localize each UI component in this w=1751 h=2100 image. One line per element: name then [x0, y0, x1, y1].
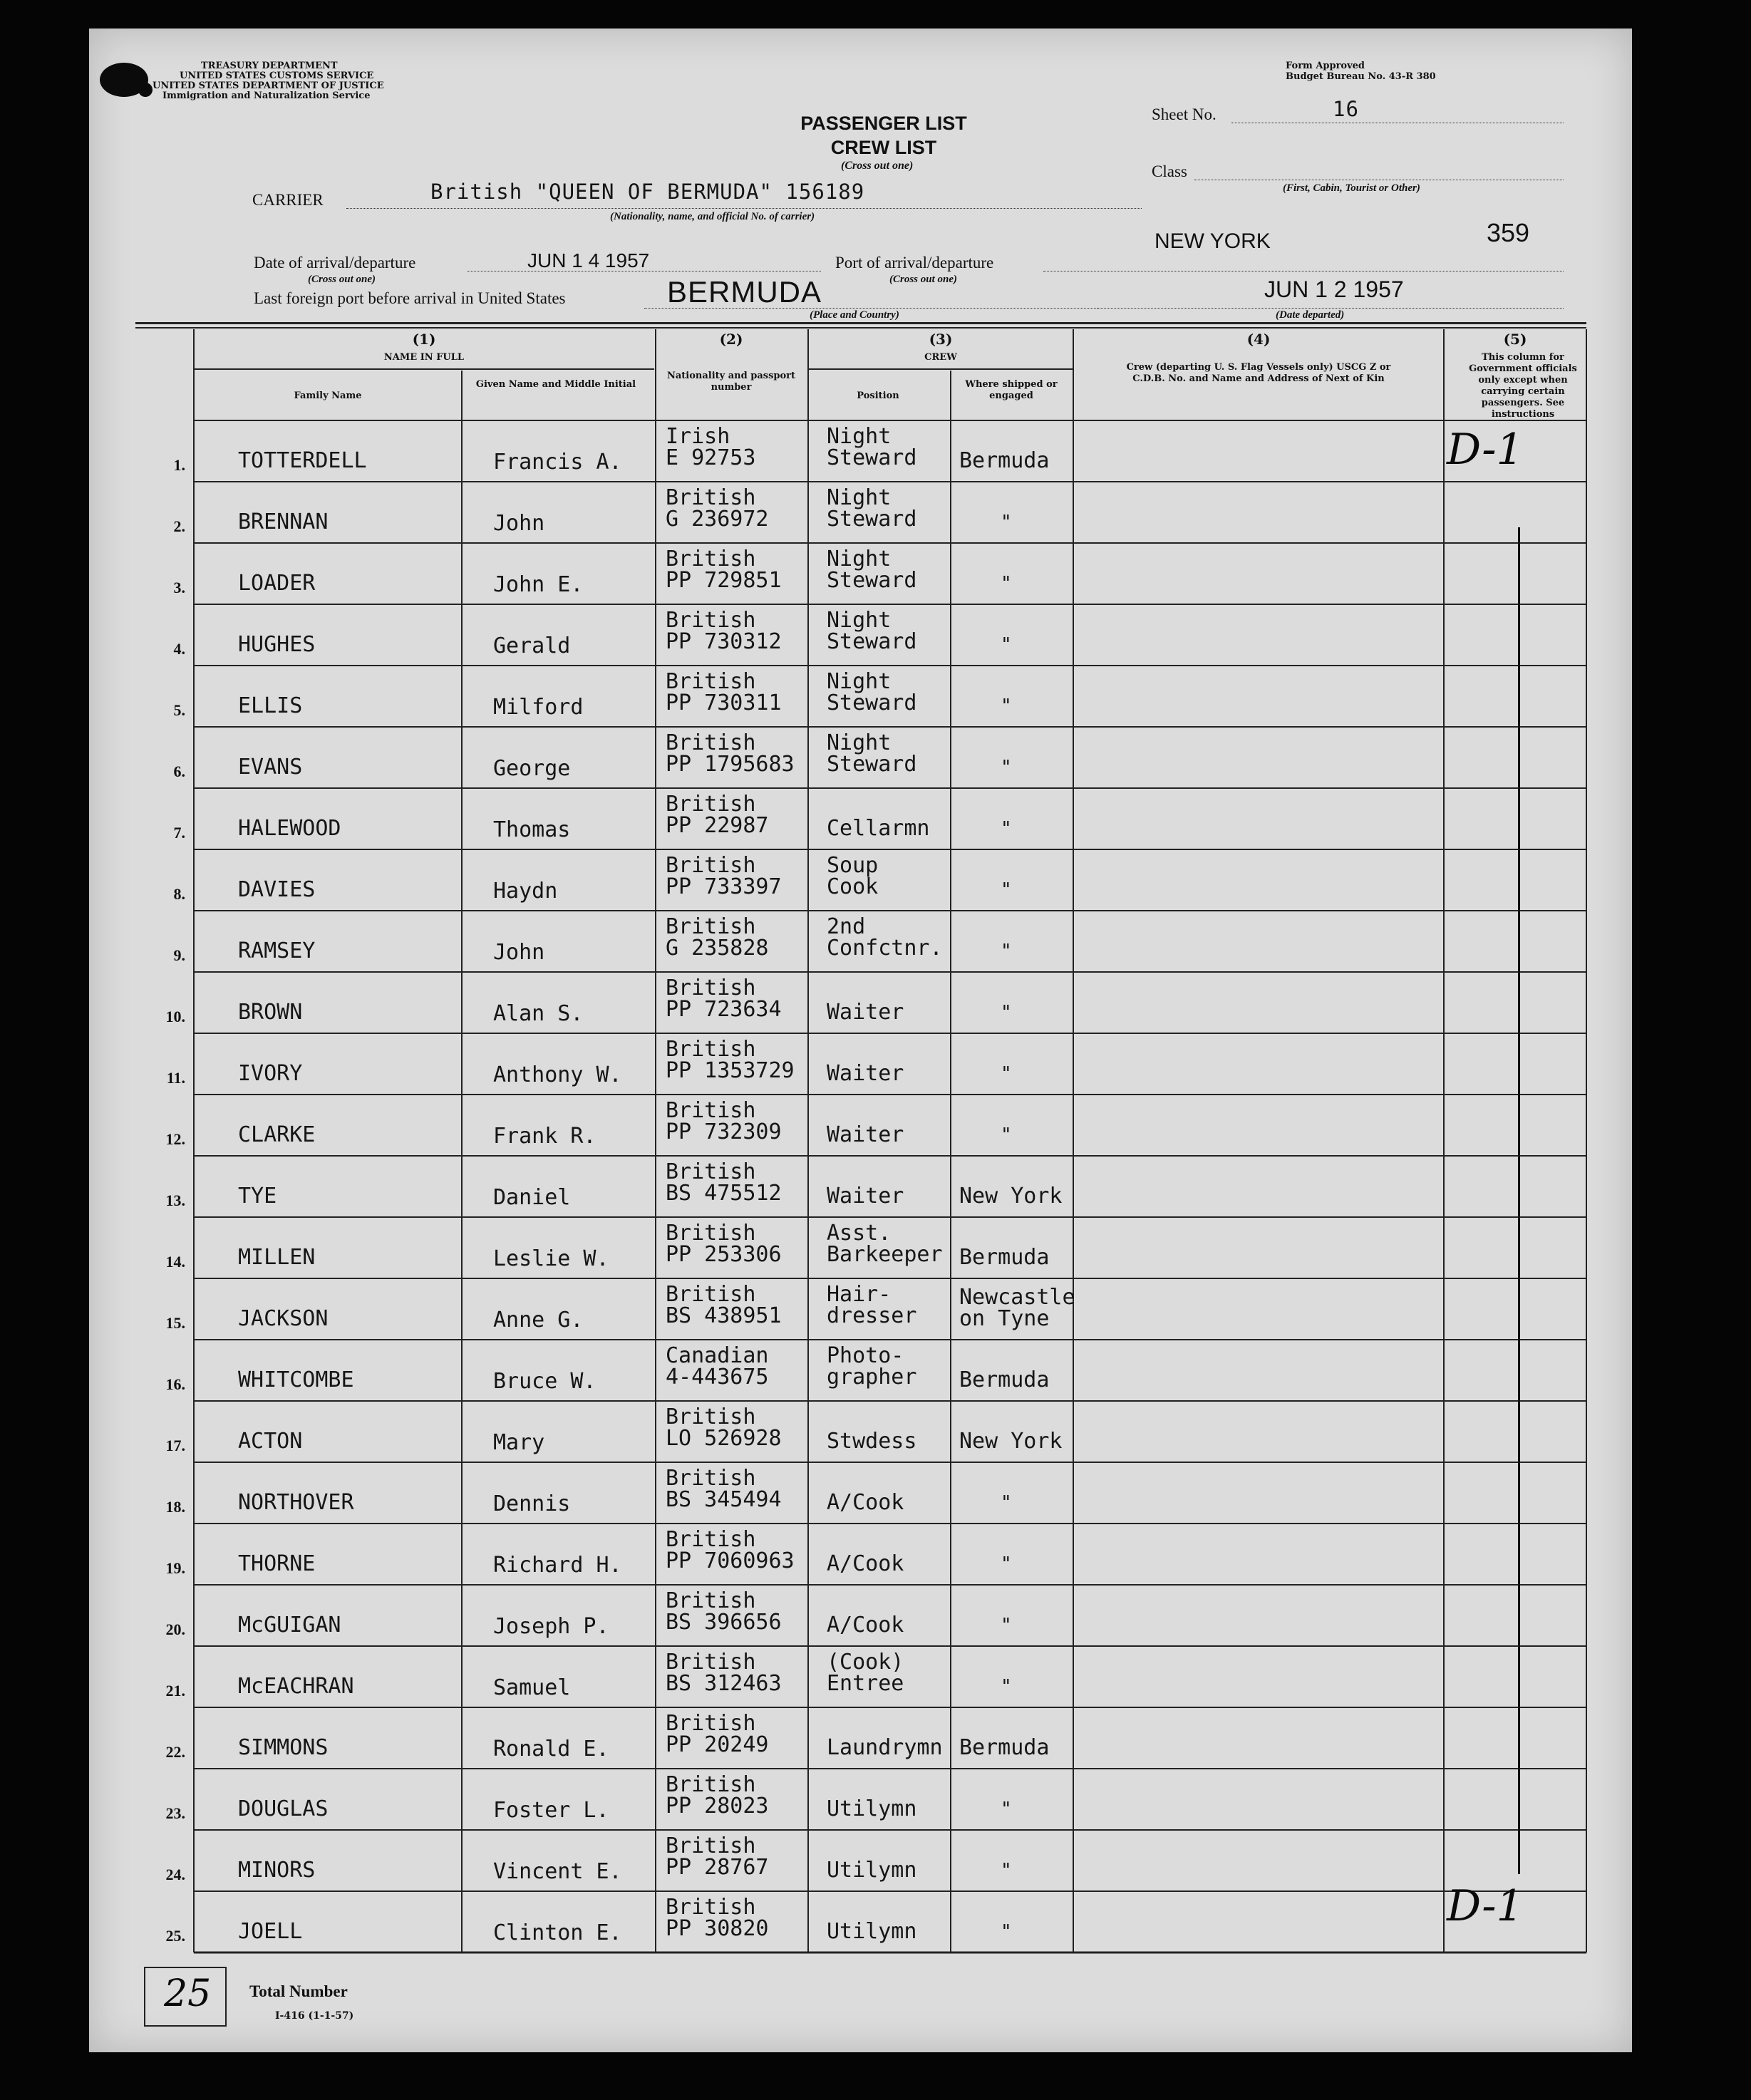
row-number: 1.: [173, 456, 185, 474]
row-given: Joseph P.: [493, 1614, 609, 1639]
row-where: ": [1001, 757, 1012, 778]
row-given: Ronald E.: [493, 1737, 609, 1762]
class-hint: (First, Cabin, Tourist or Other): [1283, 182, 1420, 194]
title-passenger-list: PASSENGER LIST: [800, 113, 967, 134]
date-label: Date of arrival/departure: [254, 254, 416, 271]
row-given: Dennis: [493, 1491, 571, 1516]
row-family: TYE: [238, 1184, 277, 1209]
row-where: Bermuda: [959, 1735, 1050, 1760]
row-pos: Waiter: [827, 1122, 904, 1147]
row-pos: Steward: [827, 752, 917, 777]
annotation-d1-bottom: D-1: [1447, 1881, 1524, 1931]
row-pos: Cellarmn: [827, 816, 930, 841]
row-pos: Soup: [827, 853, 879, 878]
row-nat: British: [666, 1405, 756, 1429]
row-where: ": [1001, 818, 1012, 839]
row-pos: Night: [827, 730, 892, 755]
row-nat: British: [666, 1772, 756, 1797]
row-pos: grapher: [827, 1365, 917, 1390]
row-nat: British: [666, 1527, 756, 1552]
row-given: Francis A.: [493, 450, 622, 475]
row-pos: Night: [827, 424, 892, 449]
last-port-label: Last foreign port before arrival in United States: [254, 289, 566, 307]
row-pos: A/Cook: [827, 1490, 904, 1515]
row-number: 23.: [165, 1804, 185, 1822]
row-given: Leslie W.: [493, 1246, 609, 1271]
row-nat: British: [666, 730, 756, 755]
row-family: McEACHRAN: [238, 1674, 354, 1699]
row-number: 17.: [165, 1437, 185, 1454]
row-family: CLARKE: [238, 1122, 316, 1147]
row-number: 12.: [165, 1130, 185, 1148]
row-family: MINORS: [238, 1858, 316, 1883]
row-number: 7.: [173, 824, 185, 842]
row-number: 19.: [165, 1559, 185, 1577]
last-port-value: BERMUDA: [667, 275, 822, 309]
row-pos: Utilymn: [827, 1796, 917, 1821]
row-family: DAVIES: [238, 877, 316, 902]
row-family: TOTTERDELL: [238, 448, 367, 473]
total-number-label: Total Number: [249, 1982, 348, 2000]
row-number: 2.: [173, 517, 185, 535]
row-where: ": [1001, 1921, 1012, 1943]
row-family: BRENNAN: [238, 510, 329, 534]
row-nat: British: [666, 547, 756, 571]
title-crew-list: CREW LIST: [830, 137, 937, 158]
row-number: 9.: [173, 946, 185, 964]
row-given: Alan S.: [493, 1001, 584, 1026]
departed-value: JUN 1 2 1957: [1264, 276, 1404, 302]
row-where: ": [1001, 1676, 1012, 1697]
col3-label: CREW: [924, 352, 957, 363]
row-family: ACTON: [238, 1429, 303, 1454]
cross-out-hint: (Cross out one): [841, 160, 914, 172]
row-pos: Waiter: [827, 1000, 904, 1025]
col1-label: NAME IN FULL: [383, 352, 465, 363]
col2-number: (2): [719, 331, 743, 348]
row-where: ": [1001, 879, 1012, 901]
row-number: 5.: [173, 701, 185, 719]
row-where: ": [1001, 1553, 1012, 1575]
row-pos: (Cook): [827, 1650, 904, 1675]
row-where: ": [1001, 1002, 1012, 1023]
row-pos: Night: [827, 608, 892, 633]
given-name-header: Given Name and Middle Initial: [475, 379, 636, 390]
row-nat: PP 253306: [666, 1242, 782, 1267]
row-number: 10.: [165, 1008, 185, 1025]
form-code: I-416 (1-1-57): [275, 2010, 354, 2022]
row-pos: Barkeeper: [827, 1242, 943, 1267]
carrier-value: British "QUEEN OF BERMUDA" 156189: [430, 180, 865, 204]
form-approved: Form Approved: [1286, 61, 1365, 71]
row-nat: British: [666, 1159, 756, 1184]
row-pos: Entree: [827, 1671, 904, 1696]
row-where: ": [1001, 1124, 1012, 1146]
row-pos: Photo-: [827, 1343, 904, 1368]
row-family: JACKSON: [238, 1306, 329, 1331]
row-given: Mary: [493, 1430, 545, 1455]
carrier-label: CARRIER: [252, 191, 324, 209]
date-hint: (Cross out one): [308, 274, 376, 285]
row-number: 13.: [165, 1191, 185, 1209]
row-nat: PP 7060963: [666, 1548, 795, 1573]
row-family: LOADER: [238, 571, 316, 596]
row-family: JOELL: [238, 1919, 303, 1944]
row-nat: PP 730311: [666, 690, 782, 715]
row-pos: Night: [827, 485, 892, 510]
row-where: Bermuda: [959, 1245, 1050, 1270]
row-pos: Steward: [827, 568, 917, 593]
row-nat: PP 30820: [666, 1916, 769, 1941]
row-nat: PP 28023: [666, 1794, 769, 1819]
row-nat: British: [666, 853, 756, 878]
row-given: Milford: [493, 695, 584, 720]
row-family: ELLIS: [238, 693, 303, 718]
row-pos: 2nd: [827, 914, 866, 939]
row-number: 3.: [173, 579, 185, 596]
row-pos: Night: [827, 547, 892, 571]
carrier-hint: (Nationality, name, and official No. of carrier): [610, 211, 815, 222]
agency-line-2: UNITED STATES CUSTOMS SERVICE: [180, 71, 374, 81]
row-nat: Canadian: [666, 1343, 769, 1368]
row-pos: Steward: [827, 445, 917, 470]
row-where: ": [1001, 1860, 1012, 1881]
row-family: DOUGLAS: [238, 1796, 329, 1821]
row-given: Vincent E.: [493, 1859, 622, 1884]
row-nat: British: [666, 1282, 756, 1307]
row-given: Clinton E.: [493, 1920, 622, 1945]
row-number: 20.: [165, 1620, 185, 1638]
where-shipped-header: Where shipped or engaged: [965, 379, 1058, 401]
port-hint: (Cross out one): [889, 274, 958, 285]
row-pos: Laundrymn: [827, 1735, 943, 1760]
sheet-label: Sheet No.: [1152, 105, 1217, 123]
row-nat: British: [666, 1037, 756, 1062]
row-nat: British: [666, 1650, 756, 1675]
row-pos: A/Cook: [827, 1613, 904, 1638]
row-family: MILLEN: [238, 1245, 316, 1270]
row-pos: Night: [827, 669, 892, 694]
port-label: Port of arrival/departure: [835, 254, 994, 271]
row-nat: BS 312463: [666, 1671, 782, 1696]
row-number: 21.: [165, 1682, 185, 1700]
row-nat: British: [666, 1588, 756, 1613]
row-where: Newcastle: [959, 1285, 1075, 1310]
col4-label: Crew (departing U. S. Flag Vessels only) USCG Z or C.D.B. No. and Name and Address of Next of Kin: [1126, 362, 1391, 384]
row-nat: BS 396656: [666, 1610, 782, 1635]
row-pos: Hair-: [827, 1282, 892, 1307]
row-where: ": [1001, 1799, 1012, 1820]
row-family: BROWN: [238, 1000, 303, 1025]
row-nat: British: [666, 792, 756, 817]
row-pos: Confctnr.: [827, 936, 943, 961]
row-nat: LO 526928: [666, 1426, 782, 1451]
row-nat: PP 732309: [666, 1119, 782, 1144]
row-number: 22.: [165, 1743, 185, 1761]
row-pos: Stwdess: [827, 1429, 917, 1454]
row-given: Foster L.: [493, 1798, 609, 1823]
col5-number: (5): [1503, 331, 1527, 348]
row-nat: BS 345494: [666, 1487, 782, 1512]
row-number: 6.: [173, 762, 185, 780]
row-nat: PP 28767: [666, 1855, 769, 1880]
row-given: Anthony W.: [493, 1062, 622, 1087]
row-given: Frank R.: [493, 1124, 596, 1149]
row-nat: G 235828: [666, 936, 769, 961]
row-nat: British: [666, 1711, 756, 1736]
row-where: ": [1001, 695, 1012, 717]
row-nat: 4-443675: [666, 1365, 769, 1390]
page-number: 359: [1487, 218, 1530, 247]
row-pos: Cook: [827, 874, 879, 899]
annotation-vertical-line: [1518, 527, 1520, 1874]
col4-number: (4): [1246, 331, 1271, 348]
agency-line-3: UNITED STATES DEPARTMENT OF JUSTICE: [153, 81, 384, 91]
row-family: WHITCOMBE: [238, 1367, 354, 1392]
row-where: New York: [959, 1429, 1063, 1454]
row-number: 16.: [165, 1375, 185, 1393]
row-where: on Tyne: [959, 1306, 1050, 1331]
row-nat: PP 723634: [666, 997, 782, 1022]
row-given: Richard H.: [493, 1553, 622, 1578]
row-family: McGUIGAN: [238, 1613, 341, 1638]
col5-label: This column for Government officials only except when carrying certain passengers. See instructions: [1469, 352, 1577, 420]
row-number: 15.: [165, 1314, 185, 1332]
row-pos: A/Cook: [827, 1551, 904, 1576]
row-where: Bermuda: [959, 448, 1050, 473]
row-nat: British: [666, 669, 756, 694]
row-given: Daniel: [493, 1185, 571, 1210]
row-pos: Utilymn: [827, 1919, 917, 1944]
row-given: John E.: [493, 572, 584, 597]
row-family: NORTHOVER: [238, 1490, 354, 1515]
row-nat: PP 1353729: [666, 1058, 795, 1083]
row-family: HUGHES: [238, 632, 316, 657]
row-pos: Steward: [827, 690, 917, 715]
row-given: Bruce W.: [493, 1369, 596, 1394]
row-pos: Steward: [827, 629, 917, 654]
row-given: Thomas: [493, 817, 571, 842]
row-where: ": [1001, 1063, 1012, 1085]
row-nat: Irish: [666, 424, 730, 449]
position-header: Position: [857, 390, 899, 401]
row-pos: Waiter: [827, 1061, 904, 1086]
row-given: John: [493, 940, 545, 965]
row-family: RAMSEY: [238, 938, 316, 963]
class-label: Class: [1152, 162, 1187, 180]
row-nat: BS 438951: [666, 1303, 782, 1328]
budget-bureau: Budget Bureau No. 43-R 380: [1286, 71, 1436, 82]
last-port-hint: (Place and Country): [810, 309, 899, 321]
row-where: ": [1001, 512, 1012, 533]
nationality-header: Nationality and passport number: [666, 371, 795, 393]
agency-line-1: TREASURY DEPARTMENT: [201, 61, 338, 71]
row-pos: Utilymn: [827, 1858, 917, 1883]
row-number: 24.: [165, 1866, 185, 1883]
row-given: Anne G.: [493, 1308, 584, 1333]
row-nat: PP 733397: [666, 874, 782, 899]
row-pos: dresser: [827, 1303, 917, 1328]
row-given: John: [493, 511, 545, 536]
row-family: IVORY: [238, 1061, 303, 1086]
row-nat: PP 729851: [666, 568, 782, 593]
agency-line-4: Immigration and Naturalization Service: [162, 90, 371, 101]
row-family: EVANS: [238, 755, 303, 780]
row-number: 18.: [165, 1498, 185, 1516]
row-given: Gerald: [493, 633, 571, 658]
row-pos: Asst.: [827, 1221, 892, 1246]
row-where: New York: [959, 1184, 1063, 1209]
total-number-value: 25: [164, 1972, 212, 2015]
row-pos: Steward: [827, 507, 917, 532]
annotation-d1-top: D-1: [1447, 425, 1524, 475]
row-given: Haydn: [493, 879, 558, 904]
row-where: ": [1001, 941, 1012, 962]
seal-mark: [97, 57, 154, 100]
row-number: 14.: [165, 1253, 185, 1271]
row-nat: British: [666, 1098, 756, 1123]
row-nat: G 236972: [666, 507, 769, 532]
row-where: Bermuda: [959, 1367, 1050, 1392]
row-nat: British: [666, 1221, 756, 1246]
row-nat: PP 22987: [666, 813, 769, 838]
row-pos: Waiter: [827, 1184, 904, 1209]
row-nat: BS 475512: [666, 1181, 782, 1206]
date-value: JUN 1 4 1957: [527, 249, 650, 271]
row-nat: PP 730312: [666, 629, 782, 654]
row-nat: British: [666, 976, 756, 1000]
row-nat: British: [666, 1466, 756, 1491]
row-number: 8.: [173, 885, 185, 903]
row-nat: PP 20249: [666, 1732, 769, 1757]
family-name-header: Family Name: [294, 390, 362, 401]
row-nat: British: [666, 1895, 756, 1920]
departed-hint: (Date departed): [1276, 309, 1345, 321]
row-number: 11.: [166, 1069, 185, 1087]
row-where: ": [1001, 1492, 1012, 1514]
col1-number: (1): [412, 331, 436, 348]
row-nat: PP 1795683: [666, 752, 795, 777]
row-family: THORNE: [238, 1551, 316, 1576]
row-where: ": [1001, 573, 1012, 594]
row-number: 4.: [173, 640, 185, 658]
row-given: Samuel: [493, 1675, 571, 1700]
row-given: George: [493, 756, 571, 781]
row-family: SIMMONS: [238, 1735, 329, 1760]
row-family: HALEWOOD: [238, 816, 341, 841]
sheet-number: 16: [1333, 97, 1359, 121]
row-number: 25.: [165, 1927, 185, 1945]
row-nat: British: [666, 485, 756, 510]
row-where: ": [1001, 1615, 1012, 1636]
row-nat: British: [666, 608, 756, 633]
row-nat: British: [666, 914, 756, 939]
row-nat: E 92753: [666, 445, 756, 470]
row-nat: British: [666, 1833, 756, 1858]
col3-number: (3): [929, 331, 953, 348]
port-value: NEW YORK: [1155, 229, 1271, 253]
row-where: ": [1001, 634, 1012, 656]
